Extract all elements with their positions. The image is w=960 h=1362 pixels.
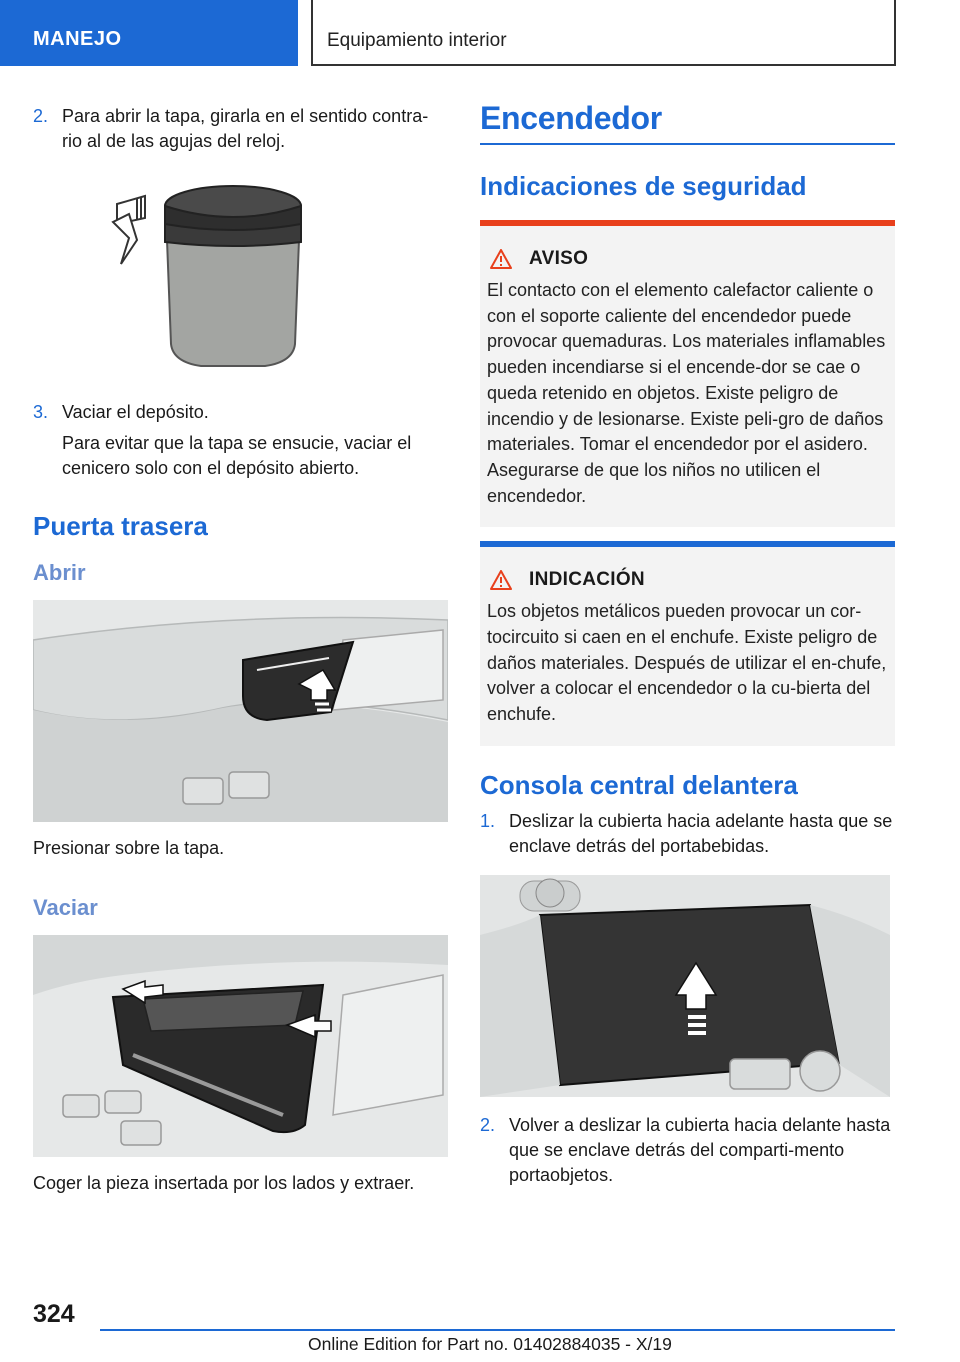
- header-chapter-tab: [311, 0, 896, 66]
- rear-door-open-image: [33, 600, 448, 822]
- header-section-label: MANEJO: [33, 28, 122, 50]
- empty-caption: Coger la pieza insertada por los lados y extraer.: [33, 1173, 415, 1193]
- console-step-1: [480, 809, 895, 859]
- center-console-image: [480, 875, 890, 1097]
- ashtray-illustration: [33, 184, 448, 384]
- rear-ashtray-remove-image: [33, 935, 448, 1157]
- notice-triangle-icon: [490, 570, 512, 590]
- footer-edition: Online Edition for Part no. 01402884035 - X/19: [308, 1334, 672, 1354]
- warning-header: [480, 226, 895, 270]
- console-step-2: [480, 1113, 895, 1188]
- heading-rule: [480, 143, 895, 145]
- notice-header: [480, 547, 895, 591]
- step-3-empty-container: [33, 400, 448, 481]
- open-caption: Presionar sobre la tapa.: [33, 838, 225, 858]
- step-number: 2.: [33, 106, 49, 126]
- notice-label: INDICACIÓN: [529, 569, 645, 591]
- warning-text: El contacto con el elemento calefactor caliente o con el soporte caliente del encendedor puede provocar quemaduras. Los materiales inflamables pueden incendiarse si el encende-dor se cae o queda retenido en objetos. Existe peligro de incendio y de lesionarse. Existe peli-gro de daños materiales. Tomar el encendedor por el asidero. Asegurarse de que los niños no utilicen el encendedor.: [487, 280, 886, 506]
- empty-heading: Vaciar: [33, 895, 98, 920]
- step-2-open-lid: [33, 104, 448, 154]
- footer-rule: [100, 1329, 895, 1331]
- step-subtext: Para evitar que la tapa se ensucie, vaciar el cenicero solo con el depósito abierto.: [62, 433, 412, 478]
- warning-triangle-icon: [490, 249, 512, 269]
- safety-heading: Indicaciones de seguridad: [480, 171, 807, 201]
- step-number: 2.: [480, 1114, 496, 1135]
- step-number: 3.: [33, 402, 49, 422]
- warning-label: AVISO: [529, 248, 589, 269]
- notice-box: [480, 541, 895, 746]
- open-heading: Abrir: [33, 560, 86, 585]
- ashtray-rotate-icon: [33, 184, 448, 384]
- header-section-tab: [0, 0, 298, 66]
- right-column: [480, 100, 895, 1188]
- step-text: Volver a deslizar la cubierta hacia delante hasta que se enclave detrás del comparti-mento portaobjetos.: [509, 1114, 891, 1185]
- rear-door-heading: Puerta trasera: [33, 511, 208, 541]
- step-text: Deslizar la cubierta hacia adelante hasta que se enclave detrás del portabebidas.: [509, 810, 893, 856]
- step-number: 1.: [480, 810, 496, 831]
- console-heading: Consola central delantera: [480, 769, 798, 800]
- left-column: [33, 104, 448, 1196]
- notice-text: Los objetos metálicos pueden provocar un cor-tocircuito si caen en el enchufe. Existe peligro de daños materiales. Después de utilizar el en-chufe, volver a colocar el encendedor o la cu-bierta del enchufe.: [487, 601, 887, 725]
- lighter-heading: Encendedor: [480, 100, 662, 136]
- warning-box: [480, 220, 895, 527]
- page-number: 324: [33, 1300, 75, 1328]
- step-text: Para abrir la tapa, girarla en el sentido contra-rio al de las agujas del reloj.: [62, 106, 429, 151]
- step-text: Vaciar el depósito.: [62, 402, 209, 422]
- header-chapter-label: Equipamiento interior: [327, 30, 507, 51]
